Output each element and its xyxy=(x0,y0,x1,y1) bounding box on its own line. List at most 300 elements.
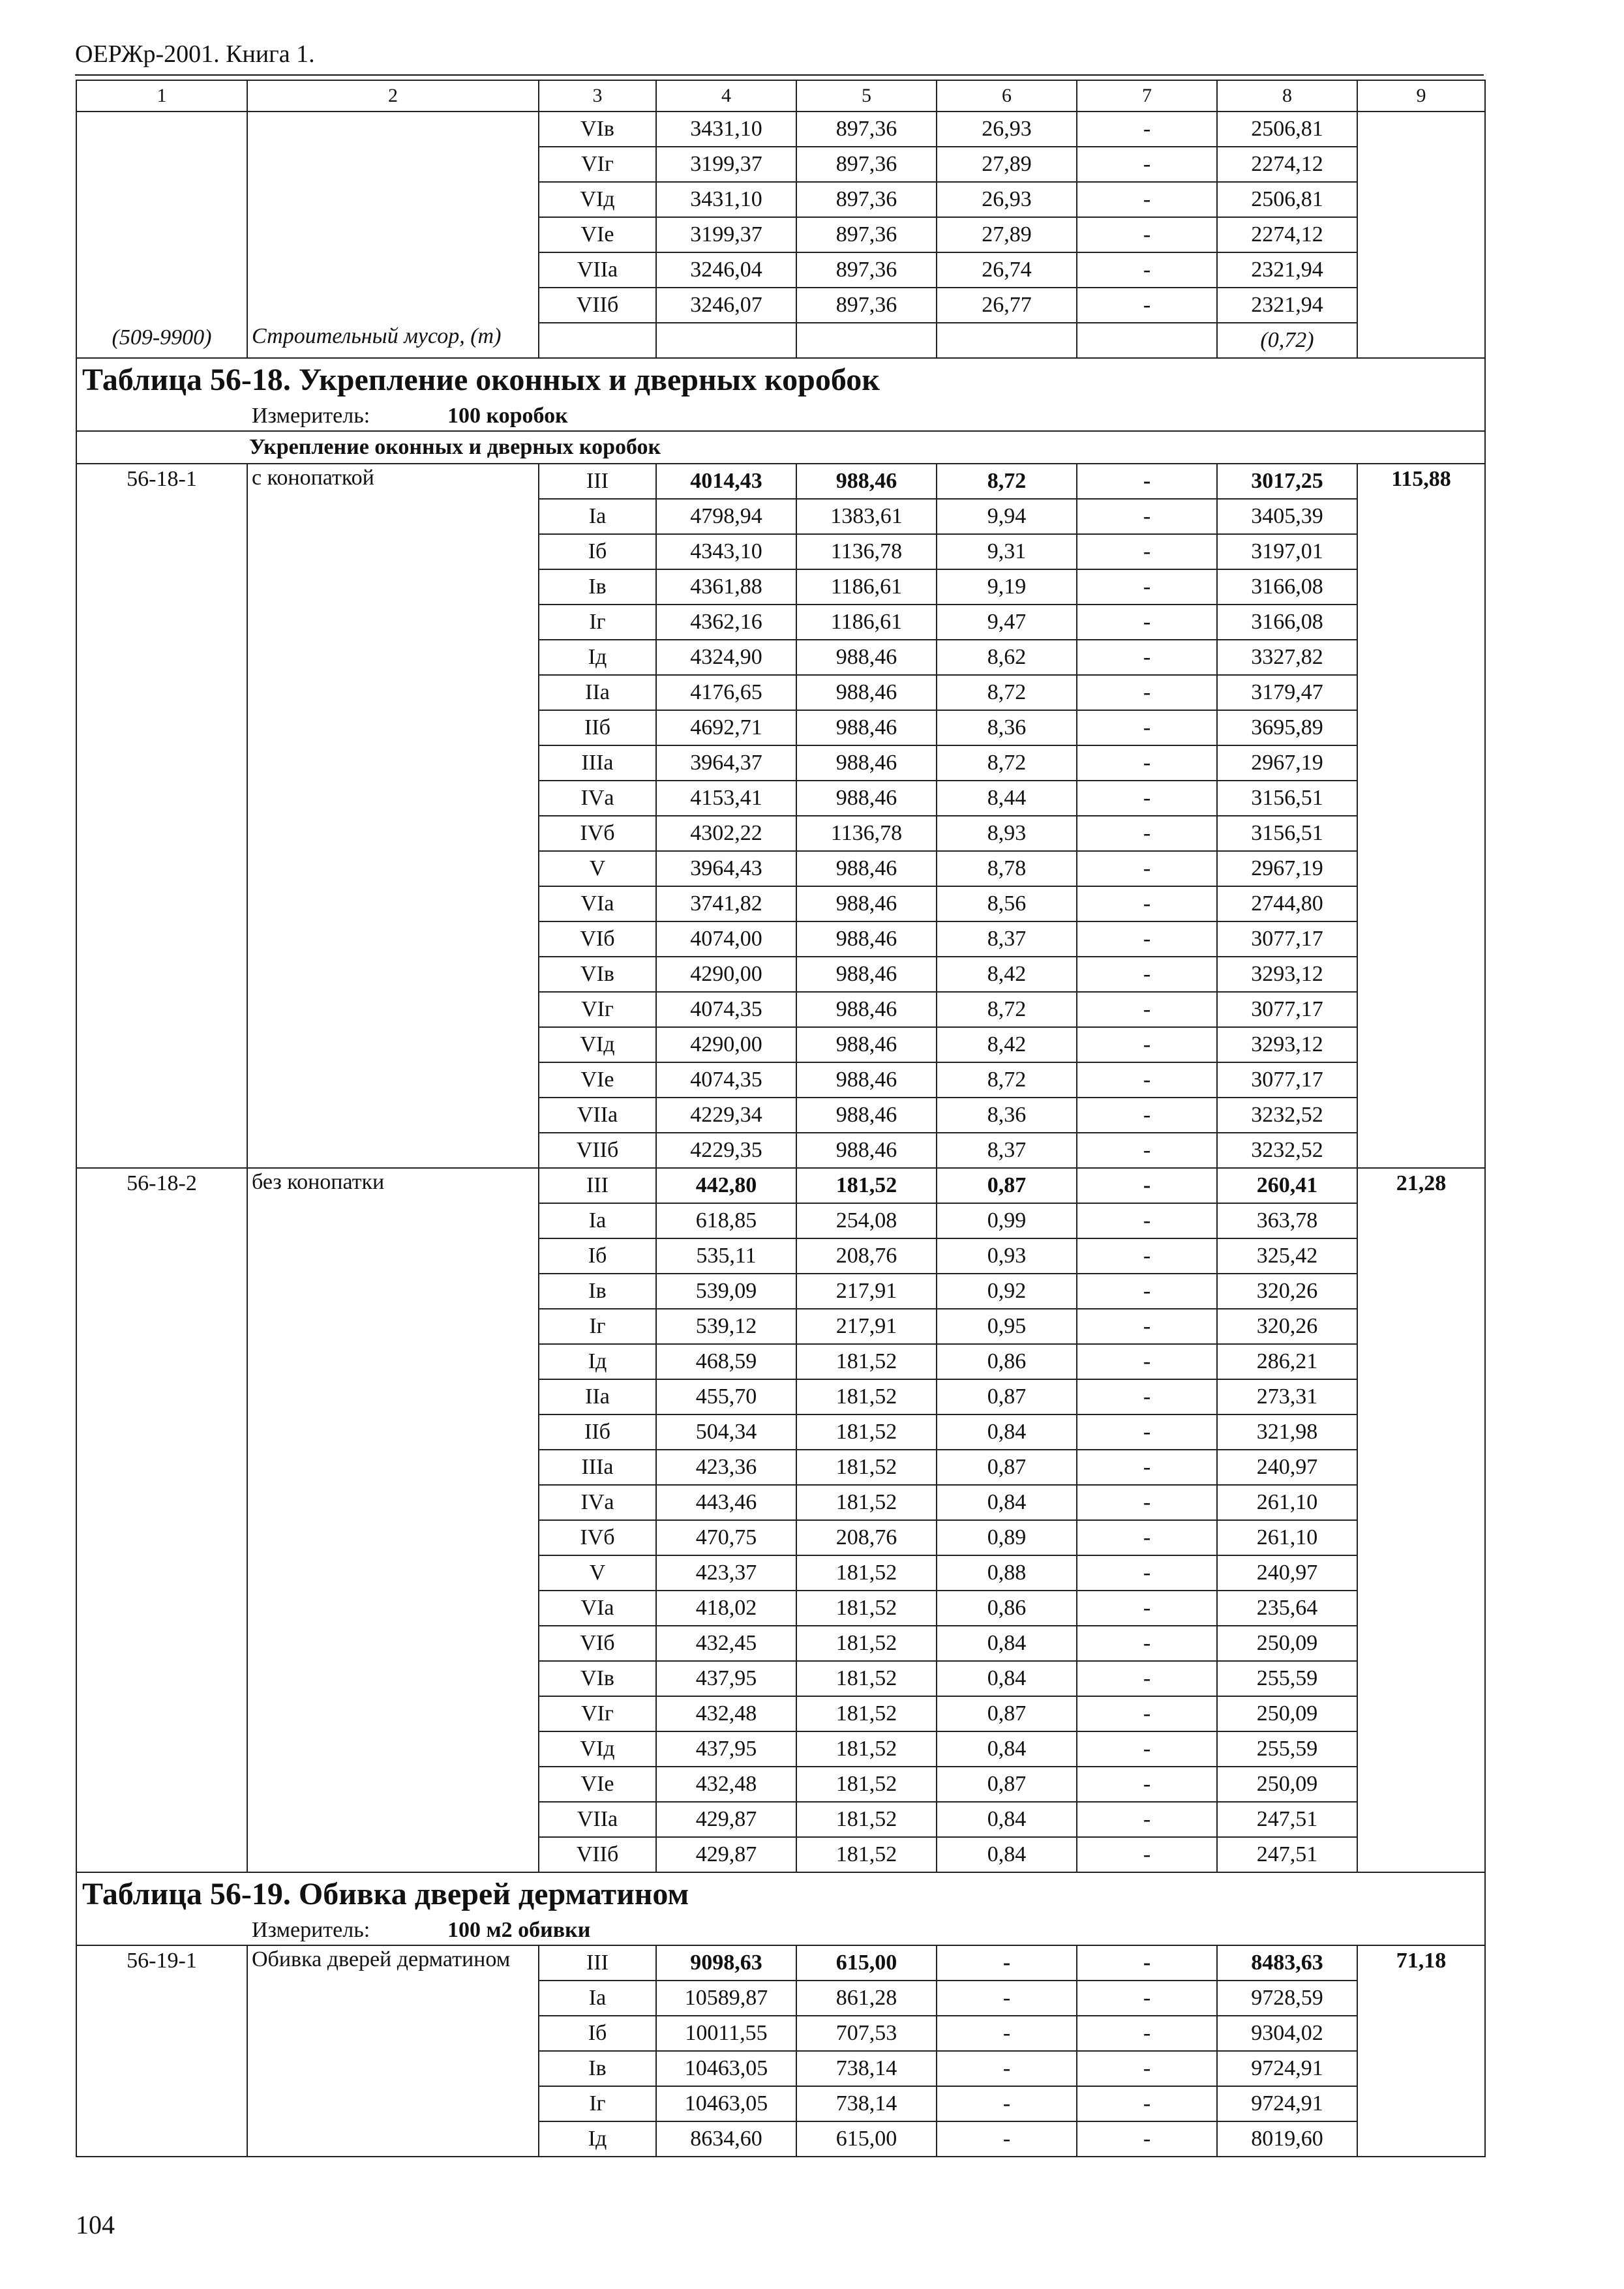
value-cell: 0,88 xyxy=(937,1555,1077,1591)
value-cell: 4290,00 xyxy=(656,1027,796,1062)
value-cell: 615,00 xyxy=(796,2121,937,2157)
value-cell: 3156,51 xyxy=(1217,781,1357,816)
value-cell: 250,09 xyxy=(1217,1626,1357,1661)
header-rule xyxy=(75,74,1484,76)
value-cell: - xyxy=(1077,2051,1217,2086)
value-cell: - xyxy=(1077,1414,1217,1450)
value-cell: - xyxy=(1077,217,1217,252)
region-cell: IIIа xyxy=(539,745,656,781)
value-cell: 3293,12 xyxy=(1217,1027,1357,1062)
item-code-cell: 56-18-2 xyxy=(76,1168,247,1872)
value-cell: 9,19 xyxy=(937,569,1077,605)
column-number: 5 xyxy=(796,80,937,112)
value-cell: 10463,05 xyxy=(656,2086,796,2121)
value-cell: 3431,10 xyxy=(656,112,796,147)
value-cell: - xyxy=(1077,1945,1217,1981)
value-cell: 181,52 xyxy=(796,1626,937,1661)
region-cell: III xyxy=(539,1168,656,1203)
value-cell: 0,89 xyxy=(937,1520,1077,1555)
meter-value: 100 м2 обивки xyxy=(447,1918,591,1942)
value-cell: 897,36 xyxy=(796,217,937,252)
value-cell: 26,93 xyxy=(937,112,1077,147)
region-cell: Iд xyxy=(539,640,656,675)
value-cell: 208,76 xyxy=(796,1520,937,1555)
meter-row xyxy=(76,1916,1485,1945)
value-cell: 988,46 xyxy=(796,992,937,1027)
value-cell: - xyxy=(1077,1027,1217,1062)
value-cell: 738,14 xyxy=(796,2086,937,2121)
value-cell: 897,36 xyxy=(796,112,937,147)
table-row xyxy=(76,464,1485,499)
material-code: (509-9900) xyxy=(76,323,247,358)
value-cell: 3232,52 xyxy=(1217,1133,1357,1168)
value-cell: 988,46 xyxy=(796,745,937,781)
value-cell: 707,53 xyxy=(796,2016,937,2051)
value-cell: 9,31 xyxy=(937,534,1077,569)
value-cell: 0,84 xyxy=(937,1731,1077,1767)
value-cell: 250,09 xyxy=(1217,1767,1357,1802)
table-title-row xyxy=(76,358,1485,402)
value-cell: 0,84 xyxy=(937,1414,1077,1450)
value-cell: - xyxy=(1077,2121,1217,2157)
value-cell: 254,08 xyxy=(796,1203,937,1238)
value-cell: 432,48 xyxy=(656,1767,796,1802)
value-cell: - xyxy=(1077,1555,1217,1591)
value-cell: 3197,01 xyxy=(1217,534,1357,569)
value-cell: - xyxy=(937,2121,1077,2157)
table-row xyxy=(76,112,1485,147)
value-cell: 615,00 xyxy=(796,1945,937,1981)
region-cell: VIб xyxy=(539,921,656,957)
value-cell: 2744,80 xyxy=(1217,886,1357,921)
value-cell: 988,46 xyxy=(796,957,937,992)
value-cell: 988,46 xyxy=(796,1062,937,1098)
value-cell: 4074,00 xyxy=(656,921,796,957)
value-cell: 181,52 xyxy=(796,1767,937,1802)
value-cell: 3405,39 xyxy=(1217,499,1357,534)
meter-row xyxy=(76,402,1485,431)
value-cell: 4229,34 xyxy=(656,1098,796,1133)
value-cell: 455,70 xyxy=(656,1379,796,1414)
document-title: ОЕРЖр-2001. Книга 1. xyxy=(75,40,315,68)
value-cell: 0,93 xyxy=(937,1238,1077,1274)
value-cell: - xyxy=(1077,182,1217,217)
value-cell: 618,85 xyxy=(656,1203,796,1238)
region-cell: Iв xyxy=(539,2051,656,2086)
region-cell: VIIа xyxy=(539,1098,656,1133)
value-cell: 432,45 xyxy=(656,1626,796,1661)
material-qty: (0,72) xyxy=(1217,323,1357,358)
value-cell: 0,95 xyxy=(937,1309,1077,1344)
value-cell: 8,72 xyxy=(937,464,1077,499)
value-cell: 2967,19 xyxy=(1217,745,1357,781)
value-cell: 0,84 xyxy=(937,1626,1077,1661)
value-cell: 0,92 xyxy=(937,1274,1077,1309)
region-cell: VIIб xyxy=(539,1837,656,1872)
value-cell: - xyxy=(1077,499,1217,534)
value-cell: 539,12 xyxy=(656,1309,796,1344)
value-cell: - xyxy=(1077,147,1217,182)
value-cell: 1136,78 xyxy=(796,816,937,851)
value-cell: - xyxy=(1077,1731,1217,1767)
value-cell: 320,26 xyxy=(1217,1309,1357,1344)
value-cell: 4074,35 xyxy=(656,1062,796,1098)
value-cell: 8,72 xyxy=(937,675,1077,710)
rates-table-body xyxy=(76,80,1485,2157)
value-cell: 442,80 xyxy=(656,1168,796,1203)
value-cell: - xyxy=(1077,1981,1217,2016)
region-cell: Iв xyxy=(539,1274,656,1309)
region-cell: IIб xyxy=(539,710,656,745)
value-cell: 897,36 xyxy=(796,182,937,217)
material-name: Строительный мусор, (т) xyxy=(247,323,539,358)
value-cell: - xyxy=(1077,816,1217,851)
value-cell: 988,46 xyxy=(796,921,937,957)
value-cell: - xyxy=(1077,1485,1217,1520)
value-cell: 423,36 xyxy=(656,1450,796,1485)
value-cell: 3156,51 xyxy=(1217,816,1357,851)
value-cell: - xyxy=(1077,1696,1217,1731)
value-cell: 181,52 xyxy=(796,1696,937,1731)
value-cell: 897,36 xyxy=(796,288,937,323)
value-cell: 0,87 xyxy=(937,1696,1077,1731)
value-cell: 8019,60 xyxy=(1217,2121,1357,2157)
value-cell: - xyxy=(1077,1520,1217,1555)
value-cell: 273,31 xyxy=(1217,1379,1357,1414)
value-cell: 2321,94 xyxy=(1217,288,1357,323)
value-cell: 1186,61 xyxy=(796,605,937,640)
value-cell: - xyxy=(1077,1133,1217,1168)
value-cell: 0,84 xyxy=(937,1661,1077,1696)
value-cell: 325,42 xyxy=(1217,1238,1357,1274)
region-cell: IIIа xyxy=(539,1450,656,1485)
value-cell: - xyxy=(1077,2086,1217,2121)
value-cell: 8,44 xyxy=(937,781,1077,816)
value-cell: 3431,10 xyxy=(656,182,796,217)
region-cell: III xyxy=(539,464,656,499)
value-cell: 432,48 xyxy=(656,1696,796,1731)
value-cell: 429,87 xyxy=(656,1802,796,1837)
region-cell: Iб xyxy=(539,2016,656,2051)
empty-cell xyxy=(796,323,937,358)
value-cell: 321,98 xyxy=(1217,1414,1357,1450)
value-cell: 3327,82 xyxy=(1217,640,1357,675)
value-cell: 423,37 xyxy=(656,1555,796,1591)
value-cell: 181,52 xyxy=(796,1485,937,1520)
value-cell: 0,87 xyxy=(937,1379,1077,1414)
value-cell: 429,87 xyxy=(656,1837,796,1872)
value-cell: 363,78 xyxy=(1217,1203,1357,1238)
value-cell: 3232,52 xyxy=(1217,1098,1357,1133)
region-cell: IVа xyxy=(539,781,656,816)
value-cell: 181,52 xyxy=(796,1344,937,1379)
value-cell: - xyxy=(1077,1238,1217,1274)
value-cell: 3199,37 xyxy=(656,217,796,252)
item-code-cell xyxy=(76,112,247,323)
value-cell: - xyxy=(1077,288,1217,323)
value-cell: 4798,94 xyxy=(656,499,796,534)
value-cell: 8,62 xyxy=(937,640,1077,675)
value-cell: 2274,12 xyxy=(1217,147,1357,182)
column-number: 2 xyxy=(247,80,539,112)
value-cell: 217,91 xyxy=(796,1309,937,1344)
value-cell: 8,72 xyxy=(937,745,1077,781)
value-cell: - xyxy=(1077,1344,1217,1379)
value-cell: - xyxy=(1077,921,1217,957)
region-cell: Iб xyxy=(539,1238,656,1274)
labor-cost-cell: 115,88 xyxy=(1357,464,1485,1168)
value-cell: - xyxy=(1077,675,1217,710)
value-cell: 4014,43 xyxy=(656,464,796,499)
value-cell: - xyxy=(1077,710,1217,745)
item-name-cell: без конопатки xyxy=(247,1168,539,1872)
value-cell: 1383,61 xyxy=(796,499,937,534)
value-cell: 1136,78 xyxy=(796,534,937,569)
value-cell: 9098,63 xyxy=(656,1945,796,1981)
value-cell: - xyxy=(937,1945,1077,1981)
region-cell: VIг xyxy=(539,1696,656,1731)
value-cell: 4074,35 xyxy=(656,992,796,1027)
region-cell: Iг xyxy=(539,605,656,640)
value-cell: 443,46 xyxy=(656,1485,796,1520)
table-title: Таблица 56-19. Обивка дверей дерматином xyxy=(76,1872,1485,1916)
value-cell: 0,87 xyxy=(937,1168,1077,1203)
value-cell: 2506,81 xyxy=(1217,182,1357,217)
value-cell: 10463,05 xyxy=(656,2051,796,2086)
region-cell: Iв xyxy=(539,569,656,605)
value-cell: 1186,61 xyxy=(796,569,937,605)
value-cell: 181,52 xyxy=(796,1379,937,1414)
region-cell: IVб xyxy=(539,816,656,851)
value-cell: 988,46 xyxy=(796,464,937,499)
value-cell: 3964,37 xyxy=(656,745,796,781)
value-cell: - xyxy=(1077,2016,1217,2051)
value-cell: 4229,35 xyxy=(656,1133,796,1168)
value-cell: - xyxy=(1077,781,1217,816)
value-cell: 235,64 xyxy=(1217,1591,1357,1626)
value-cell: 4324,90 xyxy=(656,640,796,675)
value-cell: - xyxy=(1077,957,1217,992)
value-cell: 9,94 xyxy=(937,499,1077,534)
value-cell: 8483,63 xyxy=(1217,1945,1357,1981)
region-cell: Iа xyxy=(539,499,656,534)
section-row xyxy=(76,431,1485,464)
section-title: Укрепление оконных и дверных коробок xyxy=(76,431,1485,464)
value-cell: - xyxy=(1077,605,1217,640)
value-cell: 261,10 xyxy=(1217,1485,1357,1520)
value-cell: 4692,71 xyxy=(656,710,796,745)
region-cell: VIIб xyxy=(539,1133,656,1168)
column-number: 3 xyxy=(539,80,656,112)
value-cell: 897,36 xyxy=(796,252,937,288)
value-cell: - xyxy=(1077,640,1217,675)
value-cell: 988,46 xyxy=(796,675,937,710)
value-cell: 0,87 xyxy=(937,1450,1077,1485)
value-cell: - xyxy=(1077,1591,1217,1626)
value-cell: 240,97 xyxy=(1217,1450,1357,1485)
value-cell: - xyxy=(1077,886,1217,921)
value-cell: 861,28 xyxy=(796,1981,937,2016)
value-cell: 8,42 xyxy=(937,1027,1077,1062)
region-cell: VIа xyxy=(539,886,656,921)
value-cell: 286,21 xyxy=(1217,1344,1357,1379)
region-cell: VIд xyxy=(539,1027,656,1062)
value-cell: - xyxy=(1077,1661,1217,1696)
value-cell: 181,52 xyxy=(796,1168,937,1203)
region-cell: Iб xyxy=(539,534,656,569)
labor-cost-cell: 71,18 xyxy=(1357,1945,1485,2157)
value-cell: 9,47 xyxy=(937,605,1077,640)
value-cell: 10589,87 xyxy=(656,1981,796,2016)
value-cell: 539,09 xyxy=(656,1274,796,1309)
value-cell: 988,46 xyxy=(796,886,937,921)
empty-cell xyxy=(656,323,796,358)
value-cell: 504,34 xyxy=(656,1414,796,1450)
value-cell: - xyxy=(937,2016,1077,2051)
empty-cell xyxy=(937,323,1077,358)
region-cell: VIд xyxy=(539,1731,656,1767)
value-cell: 8634,60 xyxy=(656,2121,796,2157)
value-cell: - xyxy=(1077,1379,1217,1414)
column-number: 8 xyxy=(1217,80,1357,112)
region-cell: IIа xyxy=(539,675,656,710)
value-cell: 8,78 xyxy=(937,851,1077,886)
value-cell: - xyxy=(1077,1309,1217,1344)
value-cell: 0,86 xyxy=(937,1591,1077,1626)
value-cell: - xyxy=(1077,745,1217,781)
value-cell: 181,52 xyxy=(796,1450,937,1485)
value-cell: - xyxy=(1077,1767,1217,1802)
item-code-cell: 56-19-1 xyxy=(76,1945,247,2157)
value-cell: 4153,41 xyxy=(656,781,796,816)
region-cell: IVа xyxy=(539,1485,656,1520)
value-cell: 535,11 xyxy=(656,1238,796,1274)
value-cell: 988,46 xyxy=(796,781,937,816)
value-cell: 897,36 xyxy=(796,147,937,182)
region-cell: Iг xyxy=(539,1309,656,1344)
value-cell: - xyxy=(1077,1274,1217,1309)
value-cell: 250,09 xyxy=(1217,1696,1357,1731)
value-cell: 3077,17 xyxy=(1217,992,1357,1027)
value-cell: - xyxy=(1077,851,1217,886)
value-cell: 988,46 xyxy=(796,640,937,675)
value-cell: 3017,25 xyxy=(1217,464,1357,499)
region-cell: VIе xyxy=(539,1767,656,1802)
region-cell: Iг xyxy=(539,2086,656,2121)
value-cell: 8,93 xyxy=(937,816,1077,851)
value-cell: 181,52 xyxy=(796,1731,937,1767)
region-cell: VIд xyxy=(539,182,656,217)
value-cell: 247,51 xyxy=(1217,1802,1357,1837)
value-cell: 988,46 xyxy=(796,851,937,886)
value-cell: - xyxy=(1077,464,1217,499)
region-cell: VIIб xyxy=(539,288,656,323)
value-cell: 437,95 xyxy=(656,1661,796,1696)
meter-cell xyxy=(76,1916,1485,1945)
value-cell: - xyxy=(1077,534,1217,569)
region-cell: III xyxy=(539,1945,656,1981)
value-cell: 437,95 xyxy=(656,1731,796,1767)
column-number: 4 xyxy=(656,80,796,112)
value-cell: 470,75 xyxy=(656,1520,796,1555)
value-cell: 2967,19 xyxy=(1217,851,1357,886)
value-cell: 9724,91 xyxy=(1217,2086,1357,2121)
value-cell: 181,52 xyxy=(796,1591,937,1626)
value-cell: 27,89 xyxy=(937,217,1077,252)
value-cell: 4290,00 xyxy=(656,957,796,992)
empty-cell xyxy=(1077,323,1217,358)
value-cell: 988,46 xyxy=(796,1133,937,1168)
table-row xyxy=(76,1168,1485,1203)
value-cell: - xyxy=(1077,1626,1217,1661)
value-cell: 0,84 xyxy=(937,1837,1077,1872)
value-cell: 738,14 xyxy=(796,2051,937,2086)
meter-label: Измеритель: xyxy=(252,1918,370,1942)
value-cell: 0,84 xyxy=(937,1802,1077,1837)
value-cell: 255,59 xyxy=(1217,1731,1357,1767)
column-number: 9 xyxy=(1357,80,1485,112)
value-cell: 255,59 xyxy=(1217,1661,1357,1696)
value-cell: 181,52 xyxy=(796,1414,937,1450)
page-header xyxy=(75,38,1484,76)
value-cell: - xyxy=(1077,1062,1217,1098)
value-cell: 0,87 xyxy=(937,1767,1077,1802)
region-cell: VIб xyxy=(539,1626,656,1661)
column-number: 6 xyxy=(937,80,1077,112)
region-cell: VIв xyxy=(539,112,656,147)
value-cell: 26,77 xyxy=(937,288,1077,323)
value-cell: 320,26 xyxy=(1217,1274,1357,1309)
value-cell: 181,52 xyxy=(796,1661,937,1696)
region-cell: VIв xyxy=(539,1661,656,1696)
value-cell: 8,72 xyxy=(937,1062,1077,1098)
value-cell: - xyxy=(1077,112,1217,147)
value-cell: 3293,12 xyxy=(1217,957,1357,992)
rates-table xyxy=(76,80,1486,2157)
column-number: 7 xyxy=(1077,80,1217,112)
value-cell: 240,97 xyxy=(1217,1555,1357,1591)
value-cell: 8,37 xyxy=(937,921,1077,957)
value-cell: 181,52 xyxy=(796,1555,937,1591)
value-cell: 9728,59 xyxy=(1217,1981,1357,2016)
value-cell: - xyxy=(1077,1837,1217,1872)
item-name-cell: с конопаткой xyxy=(247,464,539,1168)
value-cell: 3246,07 xyxy=(656,288,796,323)
value-cell: 8,36 xyxy=(937,710,1077,745)
item-name-cell: Обивка дверей дерматином xyxy=(247,1945,539,2157)
region-cell: V xyxy=(539,851,656,886)
value-cell: 3077,17 xyxy=(1217,1062,1357,1098)
value-cell: 3246,04 xyxy=(656,252,796,288)
value-cell: 4302,22 xyxy=(656,816,796,851)
value-cell: - xyxy=(937,1981,1077,2016)
region-cell: VIе xyxy=(539,217,656,252)
value-cell: 217,91 xyxy=(796,1274,937,1309)
region-cell: IVб xyxy=(539,1520,656,1555)
value-cell: 10011,55 xyxy=(656,2016,796,2051)
meter-cell xyxy=(76,402,1485,431)
value-cell: - xyxy=(1077,569,1217,605)
value-cell: 3695,89 xyxy=(1217,710,1357,745)
region-cell: Iа xyxy=(539,1981,656,2016)
value-cell: 4176,65 xyxy=(656,675,796,710)
region-cell: VIв xyxy=(539,957,656,992)
value-cell: 4362,16 xyxy=(656,605,796,640)
meter-value: 100 коробок xyxy=(447,404,568,428)
item-name-cell xyxy=(247,112,539,323)
column-number-row xyxy=(76,80,1485,112)
value-cell: - xyxy=(1077,1098,1217,1133)
